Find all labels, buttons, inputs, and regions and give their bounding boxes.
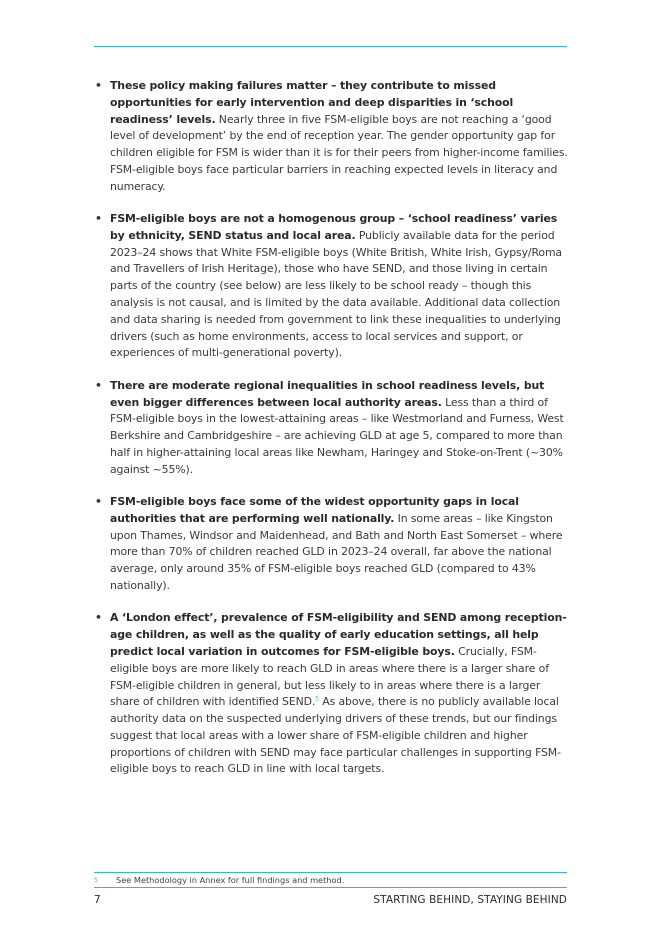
bullet-icon: • [95, 378, 102, 392]
footnote-text: See Methodology in Annex for full findings and method. [116, 875, 345, 885]
list-item [94, 378, 568, 479]
list-item [94, 494, 568, 595]
bullet-icon: • [95, 495, 102, 509]
bullet-lead: FSM-eligible boys are not a homogenous group – ‘school readiness’ varies by ethnicity, SEND status and local area. [110, 212, 558, 242]
header-rule [94, 46, 567, 47]
bullet-body-continued: As above, there is no publicly available local authority data on the suspected underlying drivers of these trends, but our findings suggest that local areas with a lower share of FSM-eligible children and higher proportions of children with SEND may face particular challenges in supporting FSM-eligible boys to reach GLD in line with local targets. [110, 695, 561, 776]
list-item [94, 211, 568, 362]
bullet-icon: • [95, 611, 102, 625]
bullet-body: Nearly three in five FSM-eligible boys are not reaching a ‘good level of development’ by the end of reception year. The gender opportunity gap for children eligible for FSM is wider than it is for their peers from higher-income families. FSM-eligible boys face particular barriers in reaching expected levels in literacy and numeracy. [110, 112, 568, 193]
bullet-icon: • [95, 79, 102, 92]
footer-rule [94, 887, 567, 888]
footnote [94, 875, 567, 886]
bullet-lead: A ‘London effect’, prevalence of FSM-eligibility and SEND among reception-age children, as well as the quality of early education settings, all help predict local variation in outcomes for FSM-eligible boys. [110, 611, 567, 658]
footnote-mark: 5 [94, 877, 98, 884]
key-findings-list [94, 78, 568, 794]
footnote-rule [94, 872, 567, 873]
page-number: 7 [94, 894, 101, 906]
bullet-body: Crucially, FSM-eligible boys are more likely to reach GLD in areas where there is a larger share of FSM-eligible children in general, but less likely to in areas where there is a larger share of children with identified SEND. [110, 644, 549, 709]
bullet-lead: FSM-eligible boys face some of the widest opportunity gaps in local authorities that are performing well nationally. [110, 495, 519, 525]
bullet-body: Publicly available data for the period 2023–24 shows that White FSM-eligible boys (White British, White Irish, Gypsy/Roma and Travellers of Irish Heritage), those who have SEND, and those living in certain parts of the country (see below) are less likely to be school ready – though this analysis is not causal, and is limited by the data available. Additional data collection and data sharing is needed from government to link these inequalities to underlying drivers (such as home environments, access to local services and support, or experiences of multi-generational poverty). [110, 228, 562, 360]
footnote-reference[interactable]: 5 [315, 695, 319, 703]
bullet-lead: There are moderate regional inequalities in school readiness levels, but even bigger differences between local authority areas. [110, 378, 545, 409]
list-item [94, 78, 568, 196]
list-item [94, 610, 568, 778]
bullet-icon: • [95, 212, 102, 226]
bullet-lead: These policy making failures matter – they contribute to missed opportunities for early intervention and deep disparities in ‘school readiness’ levels. [110, 79, 514, 126]
bullet-body: In some areas – like Kingston upon Thames, Windsor and Maidenhead, and Bath and North East Somerset – where more than 70% of children reached GLD in 2023–24 overall, far above the national average, only around 35% of FSM-eligible boys reached GLD (compared to 43% nationally). [110, 511, 563, 593]
running-title: STARTING BEHIND, STAYING BEHIND [373, 894, 567, 906]
bullet-body: Less than a third of FSM-eligible boys in the lowest-attaining areas – like Westmorland and Furness, West Berkshire and Cambridgeshire – are achieving GLD at age 5, compared to more than half in higher-attaining local areas like Newham, Haringey and Stoke-on-Trent (~30% against ~55%). [110, 395, 564, 476]
